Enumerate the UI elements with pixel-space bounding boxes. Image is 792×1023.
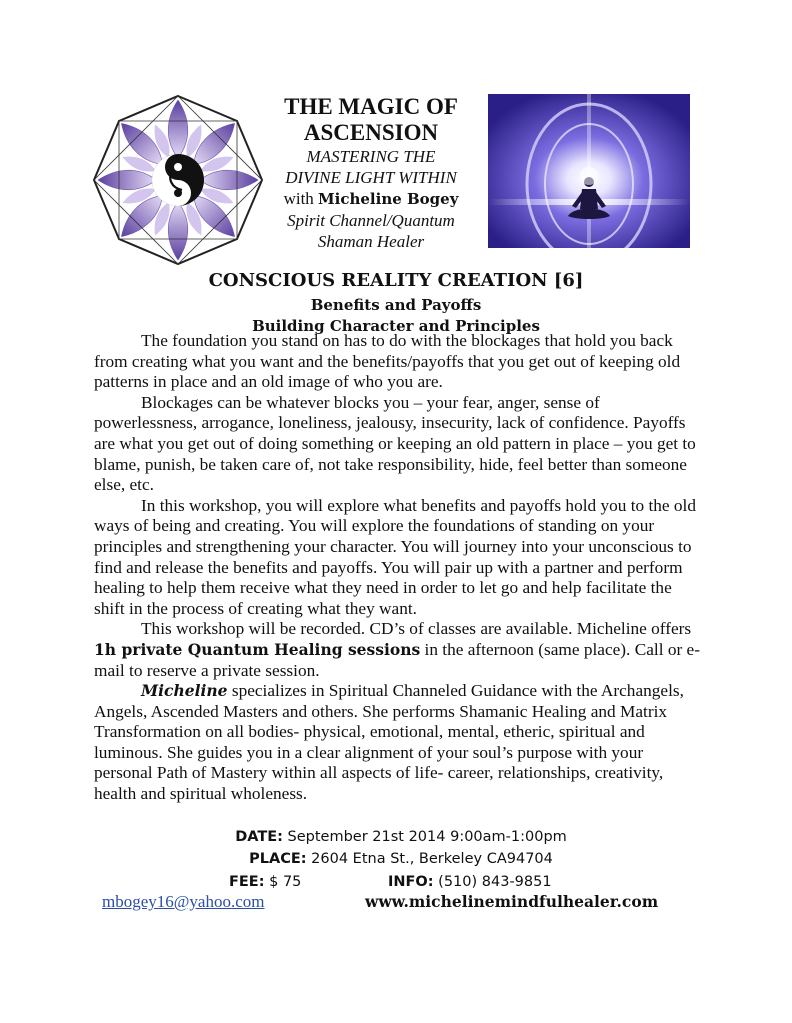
paragraph-3: In this workshop, you will explore what benefits and payoffs hold you to the old ways of being and creating. You will explore the foundations of standing on your principles and strengthening your character. You will journey into your unconscious to find and release the benefits and payoffs. You will pair up with a partner and perform healing to help them receive what they need in order to let go and help facilitate the shift in the process of creating what they want. — [94, 495, 696, 618]
private-sessions-highlight: 1h private Quantum Healing sessions — [94, 639, 421, 659]
paragraph-2: Blockages can be whatever blocks you – your fear, anger, sense of powerlessness, arrogance, loneliness, jealousy, insecurity, lack of confidence. Payoffs are what you get out of doing something or keeping an old pattern in place – you get to blame, punish, be taken care of, not take responsibility, hide, feel better than someone else, etc. — [94, 392, 696, 495]
meditation-photo-icon — [488, 94, 690, 248]
place-value: 2604 Etna St., Berkeley CA94704 — [306, 851, 553, 867]
body-text — [94, 331, 700, 805]
main-heading: CONSCIOUS REALITY CREATION [6] — [208, 270, 584, 291]
title-block — [262, 94, 480, 252]
presenter-line — [262, 188, 480, 210]
fee-line — [229, 874, 301, 890]
info-label: INFO: — [388, 874, 434, 890]
paragraph-5 — [94, 681, 700, 805]
website-link[interactable]: www.michelinemindfulhealer.com — [365, 892, 659, 911]
info-line — [388, 874, 552, 890]
subheading-character: Building Character and Principles — [252, 317, 540, 335]
fee-label: FEE: — [229, 874, 265, 890]
title-line-2: ASCENSION — [303, 120, 439, 145]
fee-value: $ 75 — [264, 874, 302, 890]
micheline-highlight: Micheline — [141, 681, 228, 701]
title-line-1: THE MAGIC OF — [284, 94, 458, 119]
lotus-logo-icon — [92, 94, 264, 266]
presenter-name: Micheline Bogey — [318, 190, 459, 208]
place-label: PLACE: — [249, 851, 307, 867]
date-label: DATE: — [235, 829, 283, 845]
subtitle-line-2: DIVINE LIGHT WITHIN — [285, 168, 457, 187]
paragraph-4-text: This workshop will be recorded. CD’s of classes are available. Micheline offers — [141, 619, 692, 639]
email-link[interactable]: mbogey16@yahoo.com — [102, 892, 265, 911]
date-line — [94, 829, 700, 845]
paragraph-5-text: specializes in Spiritual Channeled Guidance with the Archangels, Angels, Ascended Masters and others. She performs Shamanic Healing and Matrix Transformation on all bodies- physical, emotional, mental, etheric, spiritual and luminous. She guides you in a clear alignment of your soul’s purpose with your personal Path of Mastery within all aspects of life- career, relationships, creativity, health and spiritual wholeness. — [94, 681, 684, 804]
role-line-2: Shaman Healer — [317, 232, 425, 251]
with-prefix: with — [283, 189, 314, 208]
paragraph-4-text-end: in the afternoon (same place). Call or e-mail to reserve a private session. — [94, 639, 700, 680]
date-value: September 21st 2014 9:00am-1:00pm — [282, 829, 567, 845]
subheading-benefits: Benefits and Payoffs — [310, 296, 482, 314]
paragraph-1: The foundation you stand on has to do with the blockages that hold you back from creating what you want and the benefits/payoffs that you get out of keeping old patterns in place and an old image of who you are. — [94, 331, 681, 392]
role-line-1: Spirit Channel/Quantum — [287, 211, 455, 230]
paragraph-4 — [94, 619, 700, 681]
subtitle-line-1: MASTERING THE — [306, 147, 436, 166]
place-line — [94, 851, 700, 867]
phone-number: (510) 843-9851 — [433, 874, 552, 890]
